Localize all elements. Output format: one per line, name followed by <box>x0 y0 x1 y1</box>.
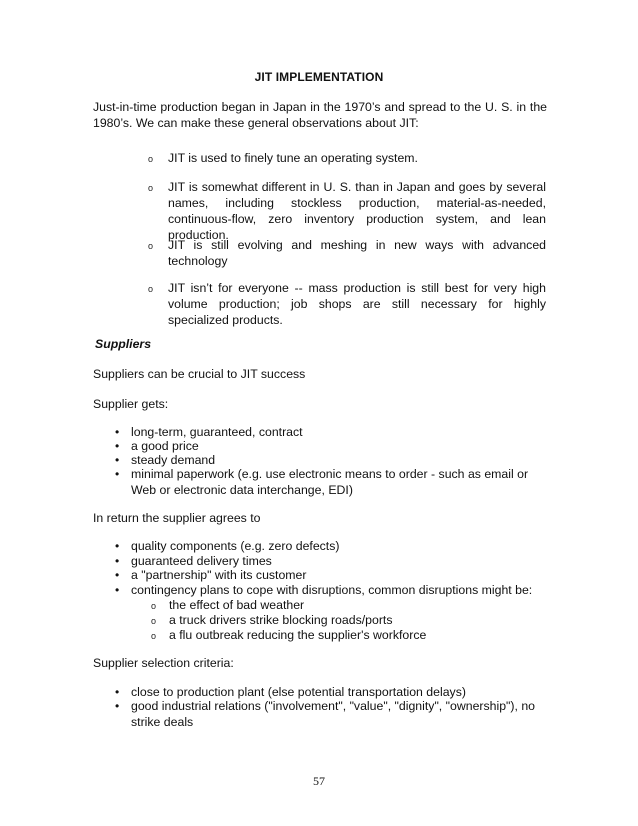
circle-bullet-icon: o <box>148 154 154 164</box>
bullet-icon: • <box>115 439 120 453</box>
bullet-icon: • <box>115 425 120 439</box>
criteria-item: close to production plant (else potential transportation delays) <box>131 685 466 699</box>
observation-item: JIT is somewhat different in U. S. than in Japan and goes by several names, including stockless production, material-as-needed, continuous-flow, zero inventory production system, and lean production. <box>168 180 546 242</box>
disruption-item: a truck drivers strike blocking roads/ports <box>169 613 393 627</box>
observation-item: JIT isn’t for everyone -- mass production is still best for very high volume production; job shops are still necessary for highly specialized products. <box>168 281 546 327</box>
bullet-icon: • <box>115 568 120 582</box>
bullet-icon: • <box>115 453 120 467</box>
circle-bullet-icon: o <box>148 241 154 251</box>
criteria-item: good industrial relations ("involvement", "value", "dignity", "ownership"), no strike deals <box>131 699 536 729</box>
bullet-icon: • <box>115 467 120 481</box>
agrees-item: guaranteed delivery times <box>131 554 272 568</box>
circle-bullet-icon: o <box>151 601 157 611</box>
intro-paragraph: Just-in-time production began in Japan in the 1970’s and spread to the U. S. in the 1980’s. We can make these general observations about JIT: <box>93 100 547 130</box>
circle-bullet-icon: o <box>151 616 157 626</box>
agrees-item: a "partnership" with its customer <box>131 568 307 582</box>
bullet-icon: • <box>115 685 120 699</box>
suppliers-heading: Suppliers <box>95 337 152 351</box>
bullet-icon: • <box>115 539 120 553</box>
observation-item: JIT is used to finely tune an operating system. <box>168 151 418 165</box>
return-label: In return the supplier agrees to <box>93 511 261 525</box>
agrees-item: quality components (e.g. zero defects) <box>131 539 340 553</box>
gets-item: long-term, guaranteed, contract <box>131 425 303 439</box>
supplier-gets-label: Supplier gets: <box>93 397 169 411</box>
agrees-item: contingency plans to cope with disruptions, common disruptions might be: <box>131 583 533 597</box>
disruption-item: a flu outbreak reducing the supplier's workforce <box>169 628 427 642</box>
circle-bullet-icon: o <box>151 631 157 641</box>
page-title: JIT IMPLEMENTATION <box>254 70 384 84</box>
gets-item: minimal paperwork (e.g. use electronic means to order - such as email or Web or electronic data interchange, EDI) <box>131 467 529 497</box>
bullet-icon: • <box>115 583 120 597</box>
gets-item: a good price <box>131 439 199 453</box>
suppliers-crucial-text: Suppliers can be crucial to JIT success <box>93 367 306 381</box>
bullet-icon: • <box>115 554 120 568</box>
gets-item: steady demand <box>131 453 216 467</box>
bullet-icon: • <box>115 699 120 713</box>
criteria-label: Supplier selection criteria: <box>93 656 234 670</box>
circle-bullet-icon: o <box>148 183 154 193</box>
circle-bullet-icon: o <box>148 284 154 294</box>
page-number: 57 <box>313 774 325 788</box>
disruption-item: the effect of bad weather <box>169 598 305 612</box>
observation-item: JIT is still evolving and meshing in new ways with advanced technology <box>168 238 546 268</box>
